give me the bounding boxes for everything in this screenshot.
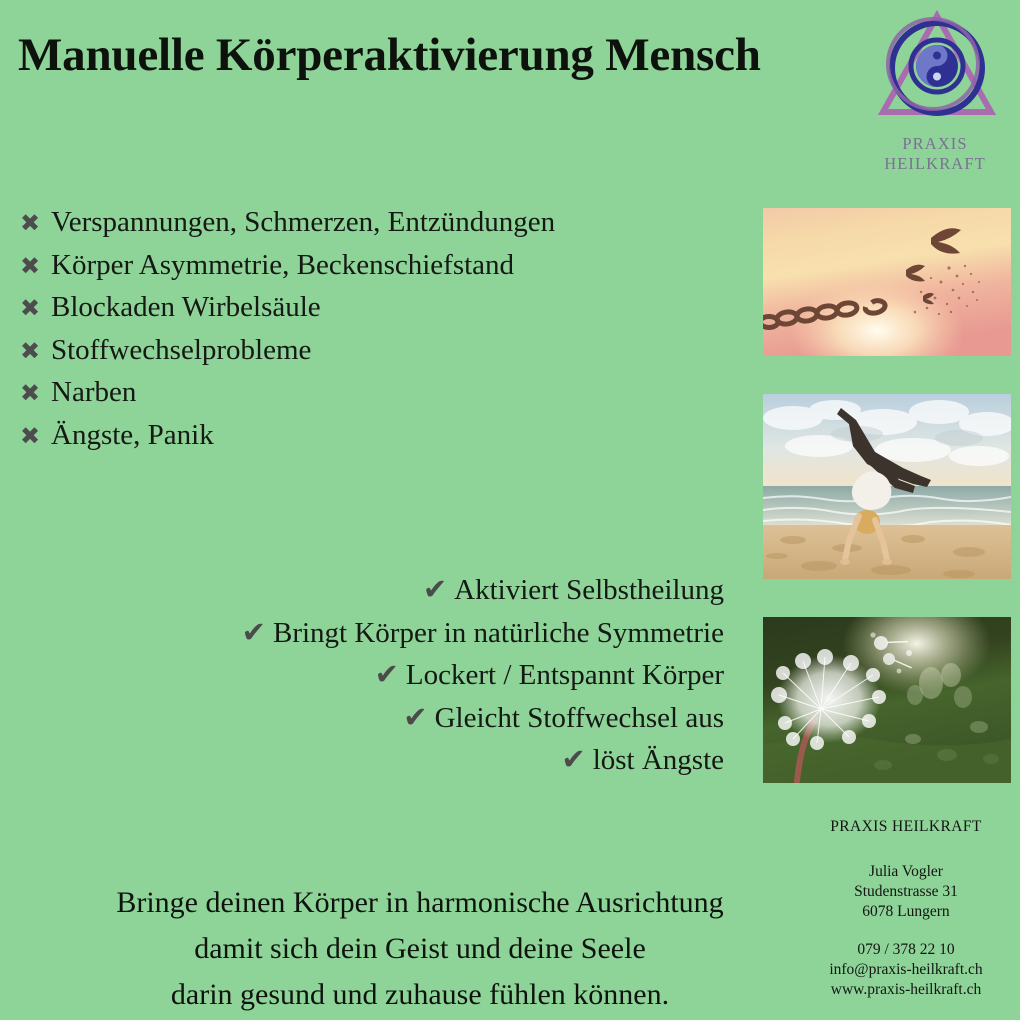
contact-city: 6078 Lungern bbox=[862, 903, 950, 920]
benefit-list bbox=[120, 572, 724, 785]
list-item-label: Aktiviert Selbstheilung bbox=[454, 574, 724, 606]
photo-chain-breaking-into-birds bbox=[763, 208, 1011, 356]
logo-block bbox=[855, 8, 1015, 173]
photo-cartwheel-on-beach bbox=[763, 394, 1011, 579]
list-item bbox=[20, 334, 720, 377]
slogan-line-3: darin gesund und zuhause fühlen können. bbox=[170, 978, 670, 1011]
check-icon: ✔ bbox=[374, 657, 399, 691]
yinyang-triangle-logo-icon bbox=[873, 8, 1001, 126]
list-item-label: Gleicht Stoffwechsel aus bbox=[434, 701, 724, 734]
cross-icon: ✖ bbox=[20, 421, 41, 450]
list-item-label: löst Ängste bbox=[592, 744, 724, 776]
cross-icon: ✖ bbox=[20, 379, 41, 407]
list-item bbox=[20, 291, 720, 334]
list-item-label: Körper Asymmetrie, Beckenschiefstand bbox=[51, 248, 515, 281]
list-item-label: Lockert / Entspannt Körper bbox=[405, 659, 724, 691]
contact-email[interactable]: info@praxis-heilkraft.ch bbox=[829, 961, 983, 978]
list-item-label: Bringt Körper in natürliche Symmetrie bbox=[272, 616, 724, 649]
cross-icon: ✖ bbox=[20, 336, 41, 365]
contact-street: Studenstrasse 31 bbox=[854, 883, 958, 900]
problem-list bbox=[20, 206, 720, 461]
photo-dandelion-seeds bbox=[763, 617, 1011, 783]
spacer bbox=[800, 922, 1012, 940]
logo-caption: PRAXIS HEILKRAFT bbox=[884, 134, 986, 173]
list-item bbox=[20, 376, 720, 419]
list-item bbox=[20, 206, 720, 249]
list-item bbox=[120, 657, 724, 700]
list-item-label: Blockaden Wirbelsäule bbox=[51, 291, 321, 323]
check-icon: ✔ bbox=[422, 572, 448, 606]
contact-phone[interactable]: 079 / 378 22 10 bbox=[857, 941, 955, 958]
list-item bbox=[120, 742, 724, 785]
list-item bbox=[20, 419, 720, 462]
contact-heading: PRAXIS HEILKRAFT bbox=[830, 818, 982, 835]
cross-icon: ✖ bbox=[20, 209, 41, 237]
cross-icon: ✖ bbox=[20, 294, 41, 322]
list-item-label: Stoffwechselprobleme bbox=[51, 333, 312, 366]
list-item-label: Verspannungen, Schmerzen, Entzündungen bbox=[51, 206, 556, 238]
check-icon: ✔ bbox=[561, 742, 586, 776]
contact-website[interactable]: www.praxis-heilkraft.ch bbox=[830, 981, 982, 998]
list-item bbox=[120, 572, 724, 615]
list-item bbox=[120, 615, 724, 658]
slogan-block bbox=[30, 880, 810, 1018]
contact-block bbox=[800, 818, 1012, 1000]
slogan-line-2: damit sich dein Geist und deine Seele bbox=[194, 932, 646, 965]
list-item-label: Ängste, Panik bbox=[51, 418, 214, 451]
cross-icon: ✖ bbox=[20, 251, 41, 280]
list-item bbox=[120, 700, 724, 743]
check-icon: ✔ bbox=[241, 614, 266, 649]
list-item bbox=[20, 249, 720, 292]
page-title: Manuelle Körperaktivierung Mensch bbox=[18, 29, 761, 81]
contact-name: Julia Vogler bbox=[869, 863, 943, 880]
check-icon: ✔ bbox=[403, 699, 428, 734]
list-item-label: Narben bbox=[51, 376, 137, 408]
slogan-line-1: Bringe deinen Körper in harmonische Ausrichtung bbox=[116, 886, 724, 919]
